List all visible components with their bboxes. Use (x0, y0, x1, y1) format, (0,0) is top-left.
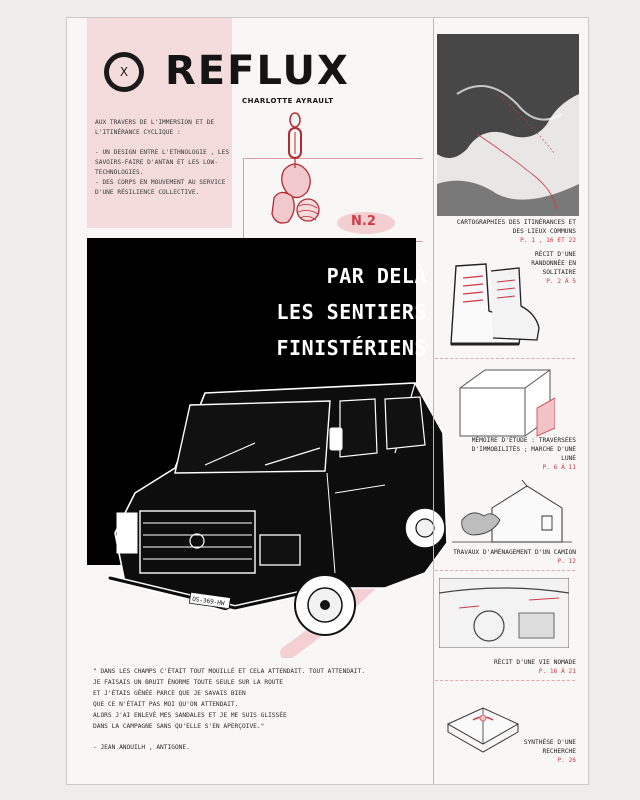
toc-title: CARTOGRAPHIES DES ITINÉRANCES ET DES LIEUX COMMUNS (456, 219, 576, 235)
toc-item[interactable] (466, 436, 576, 472)
quote-line: DANS LA CAMPAGNE SANS QU'ELLE S'EN APERÇOIVE." (93, 723, 265, 730)
toc-item[interactable] (466, 658, 576, 676)
toc-pages: P. 6 À 11 (542, 464, 576, 471)
toc-pages: P. 12 (557, 558, 576, 565)
headline (187, 258, 427, 366)
intro-text (95, 118, 235, 198)
headline-line: FINISTÉRIENS (276, 336, 427, 360)
issue-number: N.2 (351, 214, 376, 229)
toc-title: TRAVAUX D'AMÉNAGEMENT D'UN CAMION (453, 549, 576, 556)
quote-line: ET J'ÉTAIS GÊNÉE PARCE QUE JE SAVAIS BIEN (93, 690, 246, 697)
logo-glyph: X (119, 65, 129, 79)
toc-pages: P. 1 , 16 ET 22 (520, 237, 576, 244)
headline-line: LES SENTIERS (276, 300, 427, 324)
quote-line: ALORS J'AI ENLEVÉ MES SANDALES ET JE ME SUIS GLISSÉE (93, 712, 287, 719)
quote-attribution: - JEAN ANOUILH , ANTIGONE. (93, 744, 190, 751)
toc-pages: P. 26 (557, 757, 576, 764)
carabiner-illustration (262, 110, 332, 240)
toc-title: RÉCIT D'UNE RANDONNÉE EN SOLITAIRE (531, 251, 576, 276)
toc-pages: P. 16 À 21 (538, 668, 576, 675)
intro-lead: AUX TRAVERS DE L'IMMERSION ET DE L'ITINÉRANCE CYCLIQUE : (95, 119, 215, 136)
toc-item[interactable] (496, 738, 576, 765)
intro-point: - UN DESIGN ENTRE L'ETHNOLOGIE , LES SAVOIRS-FAIRE D'ANTAN ET LES LOW-TECHNOLOGIES. (95, 149, 230, 176)
toc-item[interactable] (521, 250, 576, 286)
plate-text: OS-369-HW (191, 595, 225, 608)
quote-line: JE FAISAIS UN BRUIT ÉNORME TOUTE SEULE SUR LA ROUTE (93, 679, 283, 686)
toc-item[interactable] (456, 218, 576, 245)
van-illustration (95, 373, 455, 658)
toc-title: MÉMOIRE D'ÉTUDE : TRAVERSÉES D'IMMOBILITÉS ; MARCHE D'UNE LUNE (471, 437, 576, 462)
section-divider (435, 680, 575, 681)
house-illustration (452, 480, 572, 548)
section-divider (435, 570, 575, 571)
quote-line: QUE CE N'ÉTAIT PAS MOI QU'ON ATTENDAIT. (93, 701, 239, 708)
section-divider (435, 358, 575, 359)
toc-title: SYNTHÈSE D'UNE RECHERCHE (523, 739, 576, 755)
quote-line: " DANS LES CHAMPS C'ÉTAIT TOUT MOUILLÉ ET CELA ATTENDAIT. TOUT ATTENDAIT. (93, 668, 365, 675)
box-illustration (455, 368, 555, 438)
map-illustration (437, 34, 579, 216)
author-name: CHARLOTTE AYRAULT (242, 97, 334, 105)
toc-pages: P. 2 À 5 (546, 278, 576, 285)
dashboard-illustration (439, 578, 569, 648)
quote-block (93, 666, 413, 732)
magazine-title: REFLUX (165, 48, 350, 94)
toc-title: RÉCIT D'UNE VIE NOMADE (494, 659, 576, 666)
magazine-cover (66, 17, 589, 785)
toc-item[interactable] (436, 548, 576, 566)
headline-line: PAR DELÀ (326, 264, 427, 288)
column-divider (433, 18, 434, 785)
intro-point: - DES CORPS EN MOUVEMENT AU SERVICE D'UNE RÉSILIENCE COLLECTIVE. (95, 179, 226, 196)
logo-circle-icon (104, 52, 144, 92)
